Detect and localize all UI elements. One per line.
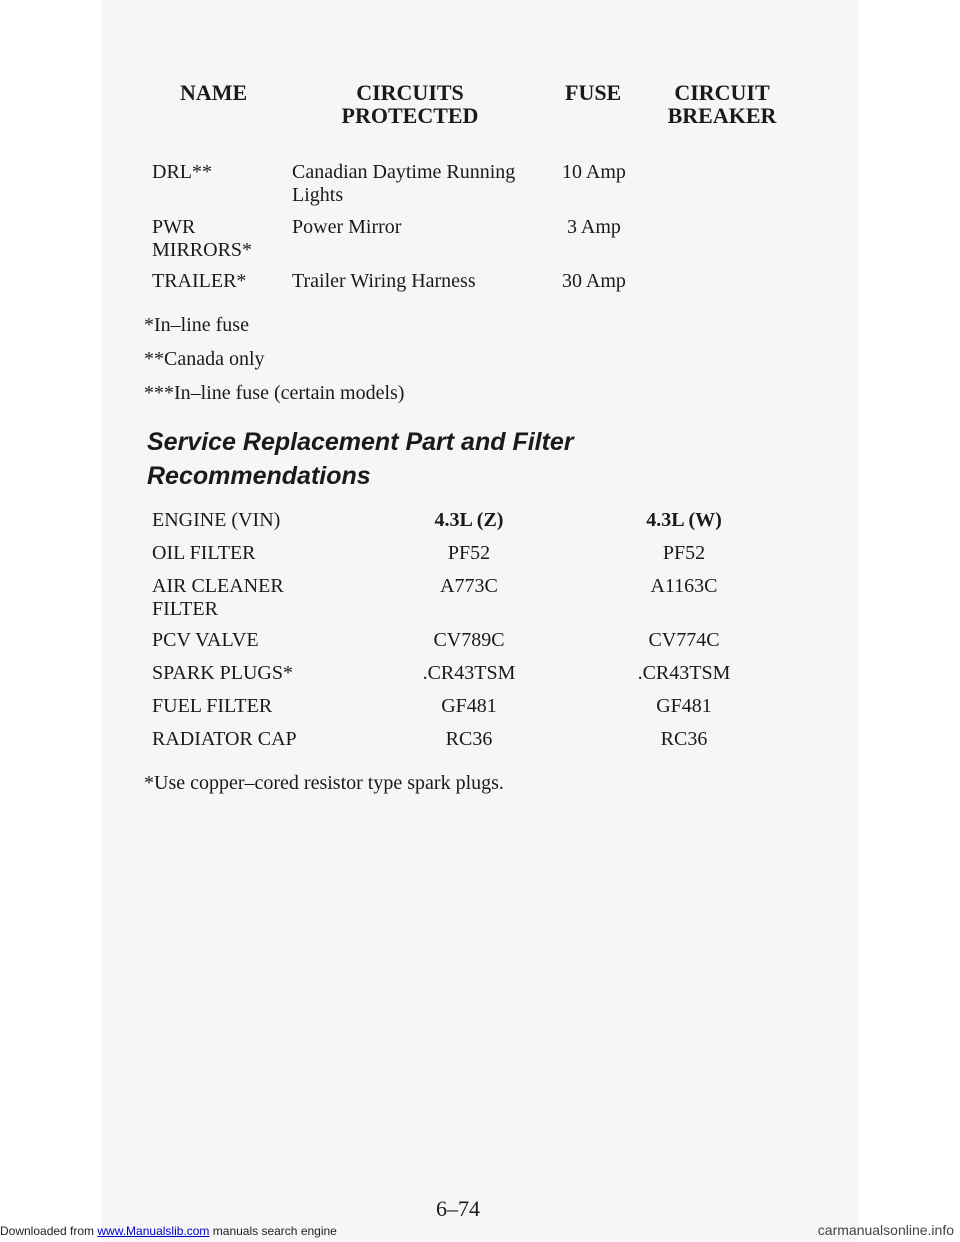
parts-row-z: PF52 (447, 542, 491, 564)
download-footer (0, 1224, 337, 1238)
parts-row-label: OIL FILTER (152, 542, 256, 564)
header-circuit-breaker: CIRCUIT BREAKER (667, 80, 777, 128)
parts-row-w: RC36 (660, 728, 708, 750)
parts-row-label: SPARK PLUGS* (152, 662, 293, 684)
fuse-row-circuits: Power Mirror (292, 216, 402, 238)
parts-row-z: GF481 (441, 695, 497, 717)
parts-row-label: PCV VALVE (152, 629, 259, 651)
fuse-row-fuse: 3 Amp (567, 216, 621, 238)
fuse-row-circuits: Canadian Daytime Running Lights (292, 161, 516, 206)
parts-note: *Use copper–cored resistor type spark plugs. (144, 772, 504, 794)
parts-row-label: FUEL FILTER (152, 695, 273, 717)
parts-row-w: CV774C (648, 629, 720, 651)
parts-header-w: 4.3L (W) (646, 509, 722, 531)
fuse-row-name: DRL** (152, 161, 212, 183)
fuse-row-name: PWR MIRRORS* (152, 216, 253, 261)
parts-row-w: PF52 (662, 542, 706, 564)
fuse-row-fuse: 30 Amp (562, 270, 626, 292)
footer-prefix: Downloaded from (0, 1224, 98, 1238)
footer-suffix: manuals search engine (209, 1224, 337, 1238)
page-number: 6–74 (436, 1196, 480, 1221)
parts-row-z: CV789C (433, 629, 505, 651)
fuse-row-fuse: 10 Amp (562, 161, 626, 183)
fuse-row-circuits: Trailer Wiring Harness (292, 270, 476, 292)
section-title: Recommendations (147, 462, 371, 490)
parts-row-z: .CR43TSM (422, 662, 516, 684)
parts-row-label: RADIATOR CAP (152, 728, 297, 750)
parts-row-w: A1163C (650, 575, 718, 597)
parts-row-z: RC36 (445, 728, 493, 750)
parts-row-z: A773C (440, 575, 498, 597)
parts-row-w: .CR43TSM (637, 662, 731, 684)
fuse-note: **Canada only (144, 348, 265, 370)
header-fuse: FUSE (565, 80, 622, 105)
fuse-note: ***In–line fuse (certain models) (144, 382, 405, 404)
parts-row-label: AIR CLEANER FILTER (152, 575, 284, 620)
parts-row-w: GF481 (656, 695, 712, 717)
watermark-text: carmanualsonline.info (817, 1222, 954, 1238)
fuse-note: *In–line fuse (144, 314, 249, 336)
manual-page (102, 0, 858, 1242)
header-circuits-protected: CIRCUITS PROTECTED (341, 80, 479, 128)
section-title: Service Replacement Part and Filter (147, 428, 574, 456)
manualslib-link[interactable]: www.Manualslib.com (97, 1224, 210, 1238)
header-name: NAME (180, 80, 248, 105)
fuse-row-name: TRAILER* (152, 270, 247, 292)
parts-header-z: 4.3L (Z) (434, 509, 504, 531)
parts-header-engine: ENGINE (VIN) (152, 509, 281, 531)
